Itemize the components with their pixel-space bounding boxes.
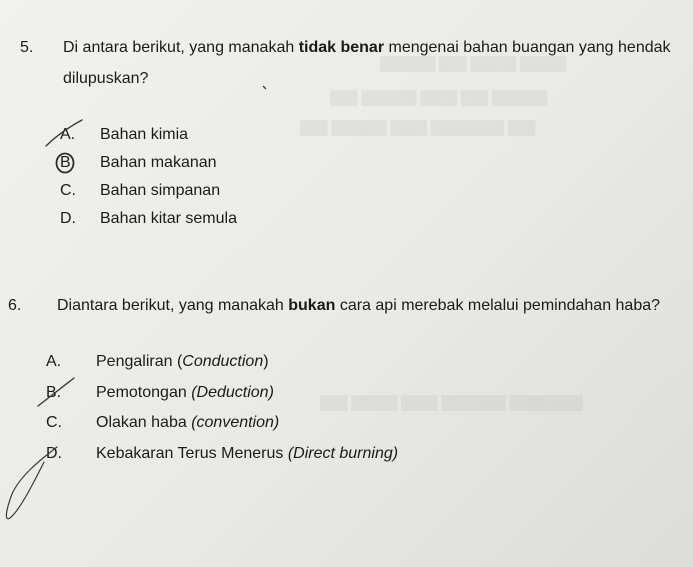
emphasis-bold: bukan (288, 297, 336, 314)
option-text: Kebakaran Terus Menerus (Direct burning) (96, 445, 399, 462)
question-stem: Di antara berikut, yang manakah tidak benar mengenai bahan buangan yang hendak (63, 39, 671, 56)
question-stem: Diantara berikut, yang manakah bukan cara api merebak melalui pemindahan haba? (57, 297, 661, 314)
emphasis-bold: tidak benar (298, 39, 385, 56)
option-letter: D. (46, 445, 62, 462)
option-letter: C. (46, 414, 62, 431)
option-text: Pemotongan (Deduction) (96, 384, 274, 401)
option-text: Olakan haba (convention) (96, 414, 280, 431)
option-text: Bahan kimia (100, 126, 189, 143)
question-stem-line-2: dilupuskan? (63, 70, 149, 87)
option-letter: C. (60, 182, 76, 199)
question-6 (0, 280, 693, 480)
option-letter: A. (60, 126, 76, 143)
question-5 (0, 0, 693, 240)
question-number: 6. (8, 297, 22, 314)
option-text: Bahan kitar semula (100, 210, 237, 227)
option-text: Pengaliran (Conduction) (96, 353, 269, 370)
option-letter: D. (60, 210, 76, 227)
option-text: Bahan makanan (100, 154, 217, 171)
question-number: 5. (20, 39, 34, 56)
option-letter: B (60, 154, 71, 171)
option-text: Bahan simpanan (100, 182, 221, 199)
option-letter: A. (46, 353, 62, 370)
option-letter: B. (46, 384, 62, 401)
